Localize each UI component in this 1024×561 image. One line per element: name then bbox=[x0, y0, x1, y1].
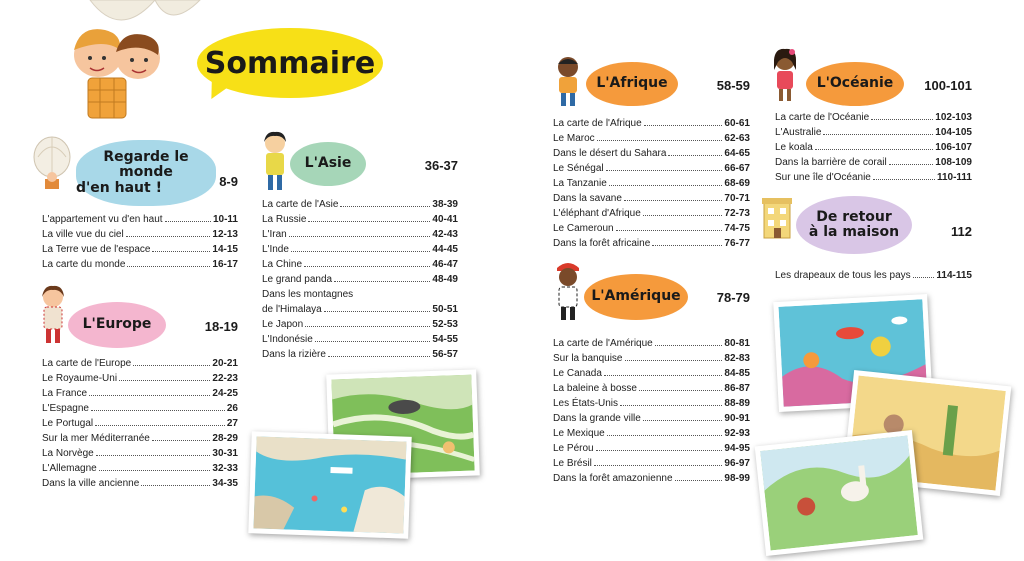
toc-dot-leader bbox=[625, 360, 723, 361]
toc-entry bbox=[42, 474, 238, 489]
toc-entry-pages: 24-25 bbox=[212, 388, 238, 399]
toc-entry bbox=[775, 153, 972, 168]
section-title-amerique: L'Amérique bbox=[591, 288, 681, 305]
section-pages-europe: 18-19 bbox=[204, 319, 238, 334]
toc-entry bbox=[553, 174, 750, 189]
hot-air-balloon-illustration bbox=[28, 135, 78, 195]
toc-entry-title: Sur la banquise bbox=[553, 353, 623, 364]
asia-boy-illustration bbox=[258, 130, 292, 192]
section-title-afrique: L'Afrique bbox=[596, 75, 668, 92]
section-pages-amerique: 78-79 bbox=[716, 290, 750, 305]
toc-entry bbox=[775, 108, 972, 123]
oceania-girl-illustration bbox=[770, 46, 800, 102]
toc-entry-title: Le Japon bbox=[262, 319, 304, 330]
section-bubble-europe bbox=[68, 302, 166, 348]
america-girl-illustration bbox=[553, 260, 583, 322]
toc-entry bbox=[553, 234, 750, 249]
toc-dot-leader bbox=[291, 251, 430, 252]
toc-dot-leader bbox=[616, 230, 723, 231]
toc-entry bbox=[42, 240, 238, 255]
toc-dot-leader bbox=[871, 119, 933, 120]
toc-dot-leader bbox=[141, 485, 210, 486]
toc-dot-leader bbox=[655, 345, 723, 346]
section-bubble-oceanie bbox=[806, 62, 904, 106]
toc-dot-leader bbox=[624, 200, 722, 201]
toc-list-asie bbox=[262, 195, 458, 360]
toc-dot-leader bbox=[340, 206, 430, 207]
toc-entry-title: L'Espagne bbox=[42, 403, 89, 414]
toc-dot-leader bbox=[889, 164, 934, 165]
toc-entry-pages: 40-41 bbox=[432, 214, 458, 225]
page-title: Sommaire bbox=[204, 45, 376, 81]
toc-dot-leader bbox=[308, 221, 430, 222]
toc-entry bbox=[553, 364, 750, 379]
toc-entry-title: Sur la mer Méditerranée bbox=[42, 433, 150, 444]
toc-entry-title: L'appartement vu d'en haut bbox=[42, 214, 163, 225]
toc-entry-pages: 108-109 bbox=[935, 157, 972, 168]
toc-entry-pages: 64-65 bbox=[724, 148, 750, 159]
section-pages-oceanie: 100-101 bbox=[924, 78, 972, 93]
toc-entry-pages: 22-23 bbox=[212, 373, 238, 384]
toc-entry-pages: 54-55 bbox=[432, 334, 458, 345]
toc-entry-pages: 30-31 bbox=[212, 448, 238, 459]
peru-llama-photo bbox=[755, 430, 924, 556]
toc-dot-leader bbox=[328, 356, 431, 357]
toc-entry bbox=[42, 459, 238, 474]
toc-list-afrique bbox=[553, 114, 750, 249]
toc-entry bbox=[262, 225, 458, 240]
toc-entry-pages: 88-89 bbox=[724, 398, 750, 409]
toc-entry-title: L'Inde bbox=[262, 244, 289, 255]
toc-entry-pages: 92-93 bbox=[724, 428, 750, 439]
toc-entry-pages: 60-61 bbox=[724, 118, 750, 129]
toc-dot-leader bbox=[913, 277, 935, 278]
toc-entry bbox=[775, 266, 972, 281]
toc-entry-title: Les États-Unis bbox=[553, 398, 619, 409]
toc-entry bbox=[553, 379, 750, 394]
toc-entry bbox=[262, 285, 458, 300]
toc-entry-pages: 90-91 bbox=[724, 413, 750, 424]
toc-entry-pages: 76-77 bbox=[724, 238, 750, 249]
toc-entry-pages: 34-35 bbox=[212, 478, 238, 489]
toc-entry-pages: 102-103 bbox=[935, 112, 972, 123]
toc-entry-pages: 104-105 bbox=[935, 127, 972, 138]
toc-dot-leader bbox=[99, 470, 211, 471]
toc-entry-title: de l'Himalaya bbox=[262, 304, 322, 315]
section-bubble-retour bbox=[796, 196, 912, 254]
toc-entry bbox=[42, 210, 238, 225]
toc-entry bbox=[262, 330, 458, 345]
toc-dot-leader bbox=[644, 125, 723, 126]
toc-entry bbox=[553, 144, 750, 159]
toc-entry-title: La carte de l'Europe bbox=[42, 358, 132, 369]
toc-list-amerique bbox=[553, 334, 750, 484]
toc-entry-title: L'Iran bbox=[262, 229, 287, 240]
toc-entry bbox=[553, 334, 750, 349]
toc-entry bbox=[553, 129, 750, 144]
toc-dot-leader bbox=[127, 266, 210, 267]
toc-entry-pages: 52-53 bbox=[432, 319, 458, 330]
toc-entry-pages: 98-99 bbox=[724, 473, 750, 484]
toc-list-regarde bbox=[42, 210, 238, 270]
toc-entry bbox=[262, 270, 458, 285]
toc-dot-leader bbox=[609, 185, 723, 186]
section-bubble-asie bbox=[290, 142, 366, 186]
toc-entry-pages: 14-15 bbox=[212, 244, 238, 255]
section-pages-retour: 112 bbox=[951, 224, 972, 239]
toc-entry-pages: 20-21 bbox=[212, 358, 238, 369]
toc-entry-pages: 38-39 bbox=[432, 199, 458, 210]
toc-entry-title: Dans la barrière de corail bbox=[775, 157, 887, 168]
toc-entry bbox=[553, 159, 750, 174]
toc-dot-leader bbox=[304, 266, 430, 267]
toc-entry-pages: 82-83 bbox=[724, 353, 750, 364]
toc-entry bbox=[262, 210, 458, 225]
toc-entry-pages: 46-47 bbox=[432, 259, 458, 270]
toc-dot-leader bbox=[668, 155, 722, 156]
toc-dot-leader bbox=[96, 455, 211, 456]
toc-dot-leader bbox=[606, 170, 723, 171]
toc-entry bbox=[42, 414, 238, 429]
toc-entry-title: Dans la ville ancienne bbox=[42, 478, 140, 489]
toc-dot-leader bbox=[133, 365, 210, 366]
mediterranean-photo bbox=[248, 431, 411, 539]
toc-dot-leader bbox=[873, 179, 935, 180]
toc-entry-pages: 70-71 bbox=[724, 193, 750, 204]
toc-entry-pages: 114-115 bbox=[936, 270, 972, 281]
toc-dot-leader bbox=[334, 281, 430, 282]
toc-entry-pages: 10-11 bbox=[212, 214, 238, 225]
toc-entry-title: La carte de l'Asie bbox=[262, 199, 339, 210]
toc-entry-pages: 32-33 bbox=[212, 463, 238, 474]
toc-entry-title: La Terre vue de l'espace bbox=[42, 244, 151, 255]
toc-dot-leader bbox=[639, 390, 722, 391]
toc-entry-title: La carte de l'Océanie bbox=[775, 112, 870, 123]
toc-entry-title: La Russie bbox=[262, 214, 307, 225]
toc-entry bbox=[553, 189, 750, 204]
toc-entry-title: La Norvège bbox=[42, 448, 94, 459]
toc-entry bbox=[553, 469, 750, 484]
toc-entry-pages: 94-95 bbox=[724, 443, 750, 454]
section-title-retour-line2: à la maison bbox=[808, 224, 900, 240]
toc-entry bbox=[42, 225, 238, 240]
toc-entry-title: Dans la grande ville bbox=[553, 413, 641, 424]
toc-entry-title: L'éléphant d'Afrique bbox=[553, 208, 641, 219]
toc-entry bbox=[775, 168, 972, 183]
toc-entry-pages: 12-13 bbox=[212, 229, 238, 240]
toc-list-oceanie bbox=[775, 108, 972, 183]
toc-entry bbox=[42, 369, 238, 384]
toc-entry-title: La carte de l'Afrique bbox=[553, 118, 642, 129]
toc-entry-pages: 84-85 bbox=[724, 368, 750, 379]
toc-entry-title: L'Indonésie bbox=[262, 334, 313, 345]
toc-entry bbox=[262, 300, 458, 315]
section-title-retour-line1: De retour bbox=[816, 208, 892, 225]
toc-entry bbox=[553, 204, 750, 219]
toc-entry bbox=[42, 354, 238, 369]
toc-entry-pages: 106-107 bbox=[935, 142, 972, 153]
section-pages-regarde: 8-9 bbox=[219, 174, 238, 189]
toc-entry-title: La France bbox=[42, 388, 88, 399]
toc-entry-title: Le Maroc bbox=[553, 133, 595, 144]
toc-entry-title: Les drapeaux de tous les pays bbox=[775, 270, 911, 281]
toc-dot-leader bbox=[91, 410, 225, 411]
toc-dot-leader bbox=[643, 420, 723, 421]
toc-entry-title: L'Australie bbox=[775, 127, 822, 138]
toc-entry bbox=[553, 424, 750, 439]
toc-entry bbox=[775, 123, 972, 138]
toc-dot-leader bbox=[305, 326, 430, 327]
toc-entry-pages: 86-87 bbox=[724, 383, 750, 394]
toc-dot-leader bbox=[89, 395, 210, 396]
toc-entry-title: Le Pérou bbox=[553, 443, 594, 454]
toc-entry bbox=[42, 384, 238, 399]
section-title-oceanie: L'Océanie bbox=[816, 75, 894, 92]
toc-entry-title: Le koala bbox=[775, 142, 813, 153]
toc-dot-leader bbox=[607, 435, 723, 436]
toc-entry bbox=[262, 255, 458, 270]
section-title-europe: L'Europe bbox=[82, 316, 152, 333]
toc-entry bbox=[42, 399, 238, 414]
section-title-asie: L'Asie bbox=[304, 155, 352, 172]
toc-entry bbox=[553, 409, 750, 424]
toc-entry bbox=[775, 138, 972, 153]
toc-entry-title: Le Royaume-Uni bbox=[42, 373, 118, 384]
toc-dot-leader bbox=[620, 405, 722, 406]
section-bubble-afrique bbox=[586, 62, 678, 106]
toc-entry-pages: 110-111 bbox=[936, 172, 972, 183]
toc-entry-title: La carte du monde bbox=[42, 259, 126, 270]
toc-entry bbox=[42, 255, 238, 270]
toc-list-europe bbox=[42, 354, 238, 489]
toc-entry-title: La baleine à bosse bbox=[553, 383, 637, 394]
section-pages-afrique: 58-59 bbox=[716, 78, 750, 93]
toc-entry bbox=[42, 429, 238, 444]
toc-entry-pages: 56-57 bbox=[432, 349, 458, 360]
toc-dot-leader bbox=[675, 480, 723, 481]
toc-dot-leader bbox=[823, 134, 933, 135]
toc-dot-leader bbox=[315, 341, 431, 342]
toc-entry-pages: 16-17 bbox=[212, 259, 238, 270]
toc-entry-title: Dans le désert du Sahara bbox=[553, 148, 667, 159]
toc-entry bbox=[553, 349, 750, 364]
toc-dot-leader bbox=[126, 236, 211, 237]
toc-dot-leader bbox=[597, 140, 723, 141]
toc-entry bbox=[262, 315, 458, 330]
toc-entry-title: Dans la rizière bbox=[262, 349, 326, 360]
toc-entry-pages: 66-67 bbox=[724, 163, 750, 174]
toc-entry-pages: 26 bbox=[226, 403, 238, 414]
toc-entry-title: La carte de l'Amérique bbox=[553, 338, 653, 349]
toc-entry-pages: 50-51 bbox=[432, 304, 458, 315]
toc-dot-leader bbox=[152, 251, 210, 252]
toc-entry-title: Dans la forêt africaine bbox=[553, 238, 651, 249]
toc-entry-title: L'Allemagne bbox=[42, 463, 97, 474]
toc-entry-title: Dans la forêt amazonienne bbox=[553, 473, 673, 484]
toc-entry-pages: 44-45 bbox=[432, 244, 458, 255]
toc-entry-pages: 42-43 bbox=[432, 229, 458, 240]
toc-list-retour bbox=[775, 266, 972, 281]
toc-entry bbox=[553, 439, 750, 454]
toc-entry-pages: 80-81 bbox=[724, 338, 750, 349]
toc-entry-title: Dans la savane bbox=[553, 193, 622, 204]
toc-entry-title: La Tanzanie bbox=[553, 178, 607, 189]
toc-dot-leader bbox=[604, 375, 722, 376]
toc-entry-title: La ville vue du ciel bbox=[42, 229, 124, 240]
toc-entry-pages: 68-69 bbox=[724, 178, 750, 189]
toc-entry-title: Le Cameroun bbox=[553, 223, 614, 234]
section-bubble-regarde bbox=[76, 140, 216, 206]
toc-entry-title: Le Brésil bbox=[553, 458, 592, 469]
section-title-regarde-line1: Regarde le monde bbox=[103, 148, 189, 181]
toc-dot-leader bbox=[289, 236, 431, 237]
toc-entry bbox=[553, 219, 750, 234]
toc-entry bbox=[553, 394, 750, 409]
toc-entry-title: Sur une île d'Océanie bbox=[775, 172, 871, 183]
toc-entry-pages: 72-73 bbox=[724, 208, 750, 219]
toc-dot-leader bbox=[165, 221, 211, 222]
toc-entry-title: Le Mexique bbox=[553, 428, 605, 439]
toc-dot-leader bbox=[652, 245, 722, 246]
toc-entry-title: Dans les montagnes bbox=[262, 289, 354, 300]
toc-entry-title: Le grand panda bbox=[262, 274, 333, 285]
balloon-kids-illustration bbox=[60, 0, 210, 125]
toc-entry bbox=[262, 240, 458, 255]
toc-entry bbox=[262, 345, 458, 360]
toc-entry-pages: 74-75 bbox=[724, 223, 750, 234]
section-pages-asie: 36-37 bbox=[424, 158, 458, 173]
toc-entry-pages: 62-63 bbox=[724, 133, 750, 144]
section-bubble-amerique bbox=[584, 274, 688, 320]
section-title-regarde-line2: d'en haut ! bbox=[76, 179, 162, 196]
toc-entry-title: Le Canada bbox=[553, 368, 602, 379]
toc-entry bbox=[262, 195, 458, 210]
toc-entry-title: Le Sénégal bbox=[553, 163, 604, 174]
toc-entry-pages: 48-49 bbox=[432, 274, 458, 285]
toc-entry bbox=[42, 444, 238, 459]
toc-dot-leader bbox=[643, 215, 723, 216]
toc-entry bbox=[553, 454, 750, 469]
toc-dot-leader bbox=[594, 465, 723, 466]
toc-dot-leader bbox=[324, 311, 431, 312]
toc-dot-leader bbox=[119, 380, 210, 381]
europe-girl-illustration bbox=[38, 285, 68, 345]
toc-entry-pages: 28-29 bbox=[212, 433, 238, 444]
toc-entry bbox=[553, 114, 750, 129]
toc-dot-leader bbox=[152, 440, 211, 441]
toc-dot-leader bbox=[95, 425, 225, 426]
toc-entry-title: Le Portugal bbox=[42, 418, 94, 429]
toc-dot-leader bbox=[815, 149, 933, 150]
toc-dot-leader bbox=[596, 450, 723, 451]
house-illustration bbox=[760, 194, 794, 240]
toc-entry-pages: 27 bbox=[226, 418, 238, 429]
toc-entry-pages: 96-97 bbox=[724, 458, 750, 469]
africa-boy-illustration bbox=[553, 56, 583, 108]
toc-entry-title: La Chine bbox=[262, 259, 303, 270]
